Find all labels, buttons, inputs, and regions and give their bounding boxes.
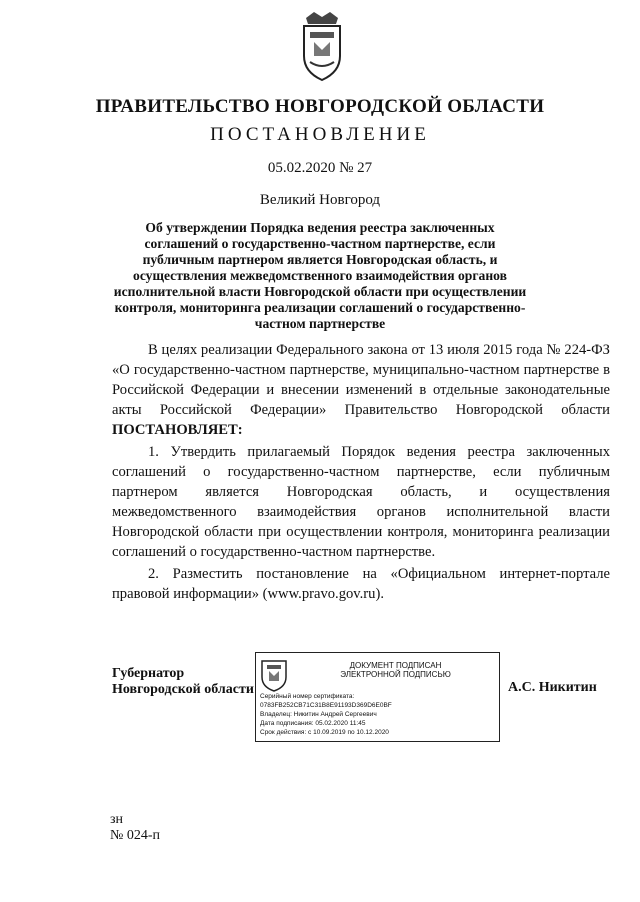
coat-of-arms-icon: [300, 12, 344, 84]
signer-name: А.С. Никитин: [508, 680, 597, 695]
stamp-emblem-icon: [260, 657, 288, 693]
document-body: [112, 340, 610, 606]
item-2-paragraph: 2. Разместить постановление на «Официальном интернет-портале правовой информации» (www.pravo.gov.ru).: [112, 566, 610, 602]
preamble-text: В целях реализации Федерального закона от 13 июля 2015 года № 224-ФЗ «О государственно-частном партнерстве, муниципально-частном партнерстве в Российской Федерации и внесении изменений в отдельные законодательные акты Российской Федерации» Правительство Новгородской области: [112, 342, 610, 418]
government-title: ПРАВИТЕЛЬСТВО НОВГОРОДСКОЙ ОБЛАСТИ: [95, 96, 545, 117]
date-and-number: 05.02.2020 № 27: [267, 160, 373, 176]
footer-code: [110, 812, 160, 844]
stamp-validity: Срок действия: с 10.09.2019 по 10.12.2020: [260, 729, 389, 736]
stamp-heading-line2: ЭЛЕКТРОННОЙ ПОДПИСЬЮ: [340, 670, 451, 679]
stamp-heading: [296, 661, 495, 679]
stamp-details: [260, 692, 496, 737]
document-type: ПОСТАНОВЛЕНИЕ: [210, 124, 430, 145]
city-name: Великий Новгород: [259, 192, 381, 208]
footer-number: № 024-п: [110, 828, 161, 843]
item-1-paragraph: 1. Утвердить прилагаемый Порядок ведения реестра заключенных соглашений о государственно-частном партнерстве, если публичным партнером является Новгородская область, и осуществления межведомственного взаимодействия органов исполнительной власти Новгородской области при осуществлении контроля, мониторинга реализации соглашений о государственно-частном партнерстве.: [112, 444, 610, 560]
decree-word: ПОСТАНОВЛЯЕТ:: [112, 422, 243, 438]
signatory-title: [112, 666, 254, 698]
footer-initials: зн: [110, 812, 124, 827]
document-subject: Об утверждении Порядка ведения реестра заключенных соглашений о государственно-частном партнерстве, если публичным партнером является Новгородская область, и осуществления межведомственного взаимодействия органов исполнительной власти Новгородской области при осуществлении контроля, мониторинга реализации соглашений о государственно-частном партнерстве: [113, 220, 527, 331]
stamp-serial-label: Серийный номер сертификата:: [260, 693, 355, 700]
stamp-serial: 0783FB252CB71C31B8E91193D369D6E0BF: [260, 702, 392, 709]
stamp-signed-date: Дата подписания: 05.02.2020 11:45: [260, 720, 366, 727]
stamp-heading-line1: ДОКУМЕНТ ПОДПИСАН: [349, 661, 442, 670]
signatory-title-line1: Губернатор: [112, 666, 185, 681]
preamble-paragraph: [112, 340, 610, 440]
signatory-title-line2: Новгородской области: [112, 682, 254, 697]
electronic-signature-stamp: [255, 652, 500, 742]
stamp-owner: Владелец: Никитин Андрей Сергеевич: [260, 711, 377, 718]
